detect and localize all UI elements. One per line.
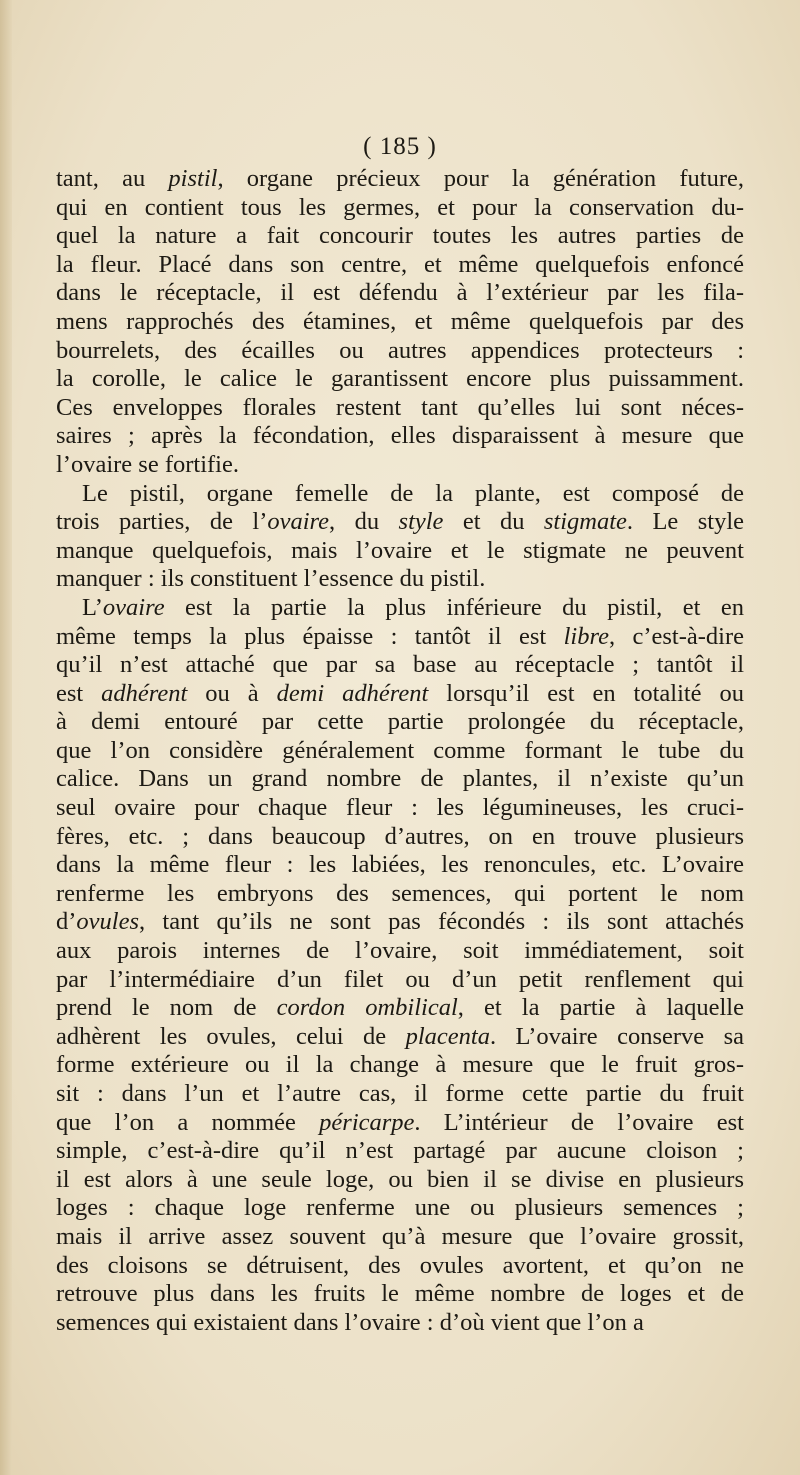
text-segment: est xyxy=(56,679,102,707)
text-line xyxy=(56,422,744,451)
text-segment: à demi entouré par cette partie prolongée du réceptacle, xyxy=(56,708,744,736)
text-segment: il est alors à une seule loge, ou bien il se divise en plusieurs xyxy=(56,1165,744,1193)
text-segment: quel la nature a fait concourir toutes les autres parties de xyxy=(56,222,744,250)
text-segment: dans la même fleur : les labiées, les renoncules, etc. L’ovaire xyxy=(56,851,744,879)
text-line xyxy=(56,1309,744,1338)
italic-term: ovaire xyxy=(267,508,330,536)
text-segment: , organe précieux pour la génération future, xyxy=(217,165,744,192)
text-line xyxy=(56,279,744,308)
text-segment: . L’intérieur de l’ovaire est xyxy=(414,1108,744,1136)
text-line xyxy=(56,708,744,737)
text-line xyxy=(56,1194,744,1223)
text-segment: semences qui existaient dans l’ovaire : d’où vient que l’on a xyxy=(56,1308,644,1336)
text-segment: calice. Dans un grand nombre de plantes, il n’existe qu’un xyxy=(56,765,744,793)
text-line xyxy=(56,794,744,823)
text-line xyxy=(56,651,744,680)
text-segment: tant, au xyxy=(56,165,169,192)
text-segment: que l’on a nommée xyxy=(56,1108,320,1136)
text-segment: par l’intermédiaire d’un filet ou d’un petit renflement qui xyxy=(56,965,744,993)
text-segment: , et la partie à laquelle xyxy=(457,994,744,1022)
text-segment: même temps la plus épaisse : tantôt il est xyxy=(56,622,564,650)
page-number: ( 185 ) xyxy=(363,133,437,160)
text-segment: prend le nom de xyxy=(56,994,277,1022)
text-segment: L’ xyxy=(82,593,103,621)
text-segment: sit : dans l’un et l’autre cas, il forme cette partie du fruit xyxy=(56,1080,744,1107)
text-line xyxy=(56,880,744,909)
text-segment: qu’il n’est attaché que par sa base au réceptacle ; tantôt il xyxy=(56,651,744,679)
italic-term: placenta xyxy=(405,1022,490,1050)
text-line xyxy=(56,165,744,194)
text-line xyxy=(56,1280,744,1309)
text-segment: d’ xyxy=(56,908,77,936)
text-line xyxy=(56,823,744,852)
text-line xyxy=(56,308,744,337)
text-segment: Ces enveloppes florales restent tant qu’elles lui sont néces- xyxy=(56,393,744,421)
text-segment: . Le style xyxy=(626,508,744,536)
text-line xyxy=(56,623,744,652)
text-segment: lorsqu’il est en totalité ou xyxy=(428,679,744,707)
text-line xyxy=(56,1166,744,1195)
text-segment: manquer : ils constituent l’essence du pistil. xyxy=(56,565,486,593)
text-segment: Le pistil, organe femelle de la plante, est composé de xyxy=(82,479,744,507)
text-segment: saires ; après la fécondation, elles disparaissent à mesure que xyxy=(56,422,744,450)
italic-term: ovules xyxy=(76,908,140,936)
text-segment: la corolle, le calice le garantissent encore plus puissamment. xyxy=(56,365,744,393)
text-line xyxy=(56,680,744,709)
text-line xyxy=(56,594,744,623)
text-line xyxy=(56,966,744,995)
text-segment: renferme les embryons des semences, qui portent le nom xyxy=(56,879,744,907)
text-line xyxy=(56,565,744,594)
text-segment: bourrelets, des écailles ou autres appendices protecteurs : xyxy=(56,336,744,364)
text-segment: dans le réceptacle, il est défendu à l’extérieur par les fila- xyxy=(56,279,744,307)
text-line xyxy=(56,1023,744,1052)
text-line xyxy=(56,1080,744,1109)
text-segment: fères, etc. ; dans beaucoup d’autres, on en trouve plusieurs xyxy=(56,822,744,850)
text-segment: ou à xyxy=(187,679,277,707)
text-segment: adhèrent les ovules, celui de xyxy=(56,1022,406,1050)
text-segment: forme extérieure ou il la change à mesure que le fruit gros- xyxy=(56,1051,744,1079)
page-edge xyxy=(0,0,12,1475)
text-segment: aux parois internes de l’ovaire, soit immédiatement, soit xyxy=(56,937,744,965)
italic-term: adhérent xyxy=(101,679,188,707)
text-segment: est la partie la plus inférieure du pistil, et en xyxy=(164,593,744,621)
text-line xyxy=(56,508,744,537)
text-segment: la fleur. Placé dans son centre, et même quelquefois enfoncé xyxy=(56,250,744,278)
text-segment: retrouve plus dans les fruits le même nombre de loges et de xyxy=(56,1280,744,1308)
text-line xyxy=(56,194,744,223)
text-segment: trois parties, de l’ xyxy=(56,508,268,536)
text-line xyxy=(56,1137,744,1166)
text-segment: mais il arrive assez souvent qu’à mesure que l’ovaire grossit, xyxy=(56,1222,744,1250)
text-segment: l’ovaire se fortifie. xyxy=(56,450,239,478)
text-line xyxy=(56,1252,744,1281)
italic-term: péricarpe xyxy=(319,1108,415,1136)
text-line xyxy=(56,737,744,766)
text-segment: simple, c’est-à-dire qu’il n’est partagé par aucune cloison ; xyxy=(56,1137,744,1165)
text-segment: qui en contient tous les germes, et pour la conservation du- xyxy=(56,193,744,221)
text-segment: que l’on considère généralement comme formant le tube du xyxy=(56,736,744,764)
text-line xyxy=(56,394,744,423)
text-line xyxy=(56,222,744,251)
text-line xyxy=(56,537,744,566)
italic-term: demi adhérent xyxy=(276,679,429,707)
text-segment: des cloisons se détruisent, des ovules avortent, et qu’on ne xyxy=(56,1251,744,1279)
text-segment: loges : chaque loge renferme une ou plusieurs semences ; xyxy=(56,1194,744,1222)
text-segment: manque quelquefois, mais l’ovaire et le stigmate ne peuvent xyxy=(56,536,744,564)
text-segment: mens rapprochés des étamines, et même quelquefois par des xyxy=(56,307,744,335)
text-segment: . L’ovaire conserve sa xyxy=(489,1022,744,1050)
italic-term: ovaire xyxy=(102,593,165,621)
text-line xyxy=(56,365,744,394)
italic-term: cordon ombilical xyxy=(276,994,458,1022)
italic-term: libre xyxy=(563,622,609,650)
text-line xyxy=(56,851,744,880)
text-segment: , tant qu’ils ne sont pas fécondés : ils sont attachés xyxy=(139,908,744,936)
italic-term: style xyxy=(398,508,444,536)
text-line xyxy=(56,937,744,966)
text-line xyxy=(56,1223,744,1252)
text-line xyxy=(56,994,744,1023)
text-line xyxy=(56,765,744,794)
body-text xyxy=(56,165,744,1337)
text-segment: , c’est-à-dire xyxy=(608,622,744,650)
text-line xyxy=(56,451,744,480)
italic-term: pistil xyxy=(168,165,218,192)
text-segment: et du xyxy=(443,508,544,536)
text-line xyxy=(56,251,744,280)
text-line xyxy=(56,1109,744,1138)
text-line xyxy=(56,337,744,366)
italic-term: stigmate xyxy=(543,508,627,536)
text-line xyxy=(56,908,744,937)
text-segment: seul ovaire pour chaque fleur : les légumineuses, les cruci- xyxy=(56,794,744,822)
text-line xyxy=(56,1051,744,1080)
text-segment: , du xyxy=(329,508,399,536)
text-line xyxy=(56,480,744,509)
